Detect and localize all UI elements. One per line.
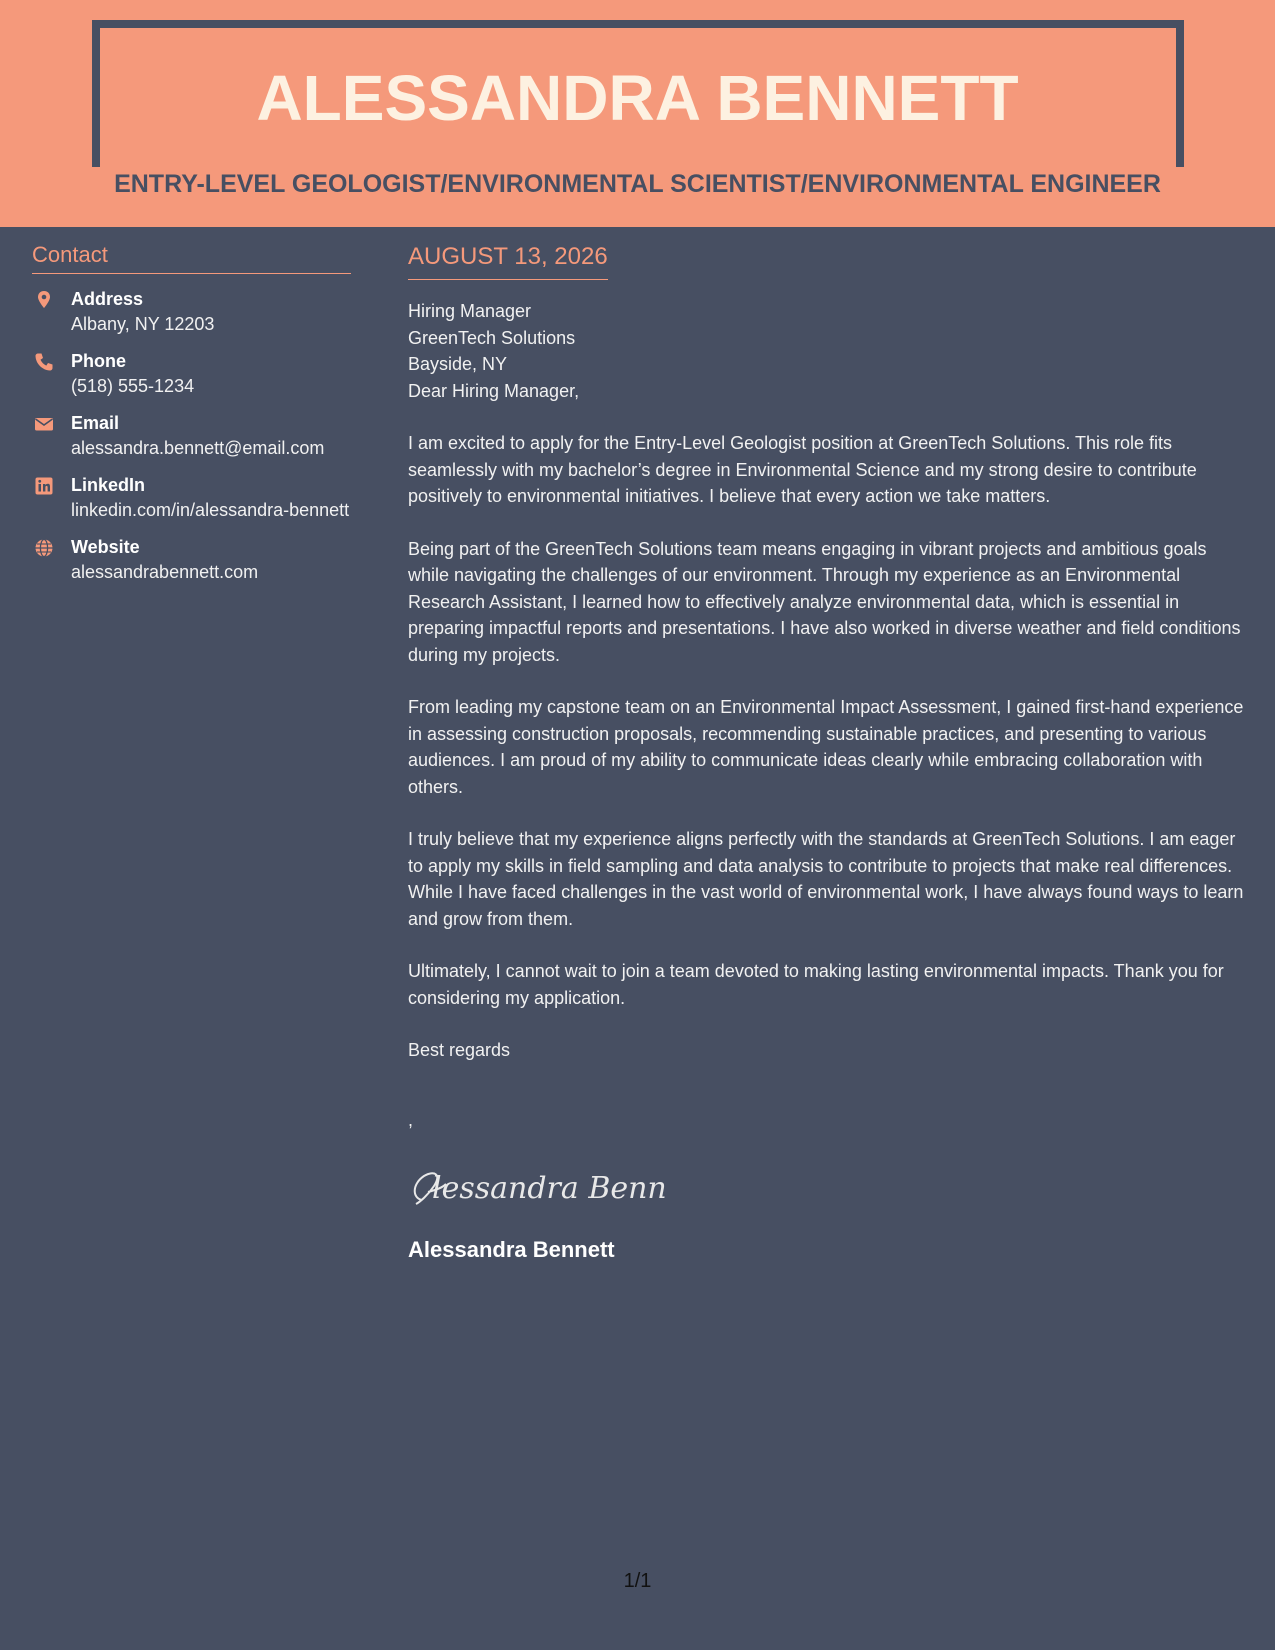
recipient-name: Hiring Manager [408,301,532,321]
signer-name: Alessandra Bennett [408,1236,615,1262]
contact-website [32,535,351,584]
website-label: Website [71,537,140,557]
paragraph-4: I truly believe that my experience aligns perfectly with the standards at GreenTech Solutions. I am eager to apply my skills in field sampling and data analysis to contribute to projects that make real differences. While I have faced challenges in the vast world of environmental work, I have always found ways to learn and grow from them. [408,829,1244,929]
paragraph-2: Being part of the GreenTech Solutions team means engaging in vibrant projects and ambitious goals while navigating the challenges of our environment. Through my experience as an Environmental Research Assistant, I learned how to effectively analyze environmental data, which is essential in preparing impactful reports and presentations. I have also worked in diverse weather and field conditions during my projects. [408,538,1241,665]
website-value: alessandrabennett.com [71,562,259,582]
signature-image [408,1162,670,1212]
recipient-block [408,298,1248,378]
phone-value: (518) 555-1234 [71,376,195,396]
phone-icon [34,352,54,372]
linkedin-value: linkedin.com/in/alessandra-bennett [71,500,350,520]
svg-text:lessandra Benn: lessandra Benn [432,1170,667,1206]
paragraph-3: From leading my capstone team on an Environmental Impact Assessment, I gained first-hand experience in assessing construction proposals, recommending sustainable practices, and presenting to various audiences. I am proud of my ability to communicate ideas clearly while embracing collaboration with others. [408,697,1244,797]
contact-linkedin [32,473,351,522]
address-value: Albany, NY 12203 [71,314,215,334]
globe-icon [34,538,54,558]
paragraph-5: Ultimately, I cannot wait to join a team devoted to making lasting environmental impacts. Thank you for considering my application. [408,961,1224,1008]
email-label: Email [71,413,120,433]
page-number: 1/1 [623,1570,652,1592]
address-label: Address [71,289,144,309]
map-pin-icon [34,290,54,310]
letter-text [408,378,1248,1064]
recipient-location: Bayside, NY [408,354,508,374]
contact-phone [32,349,351,398]
closing: Best regards [408,1040,511,1060]
contact-heading: Contact [32,241,351,274]
linkedin-icon [34,476,54,496]
letter-date: AUGUST 13, 2026 [408,241,608,280]
letter-body [408,241,1248,1263]
phone-label: Phone [71,351,127,371]
contact-email [32,411,351,460]
contact-sidebar [32,241,351,584]
email-value: alessandra.bennett@email.com [71,438,325,458]
paragraph-1: I am excited to apply for the Entry-Level Geologist position at GreenTech Solutions. This role fits seamlessly with my bachelor’s degree in Environmental Science and my strong desire to contribute positively to environmental initiatives. I believe that every action we take matters. [408,433,1197,506]
salutation: Dear Hiring Manager, [408,380,580,401]
applicant-name: ALESSANDRA BENNETT [256,62,1019,134]
job-title: ENTRY-LEVEL GEOLOGIST/ENVIRONMENTAL SCIENTIST/ENVIRONMENTAL ENGINEER [0,167,1275,201]
contact-address [32,287,351,336]
closing-comma: , [408,1109,414,1130]
header-banner [0,0,1275,227]
recipient-company: GreenTech Solutions [408,327,576,348]
linkedin-label: LinkedIn [71,475,146,495]
envelope-icon [34,414,54,434]
